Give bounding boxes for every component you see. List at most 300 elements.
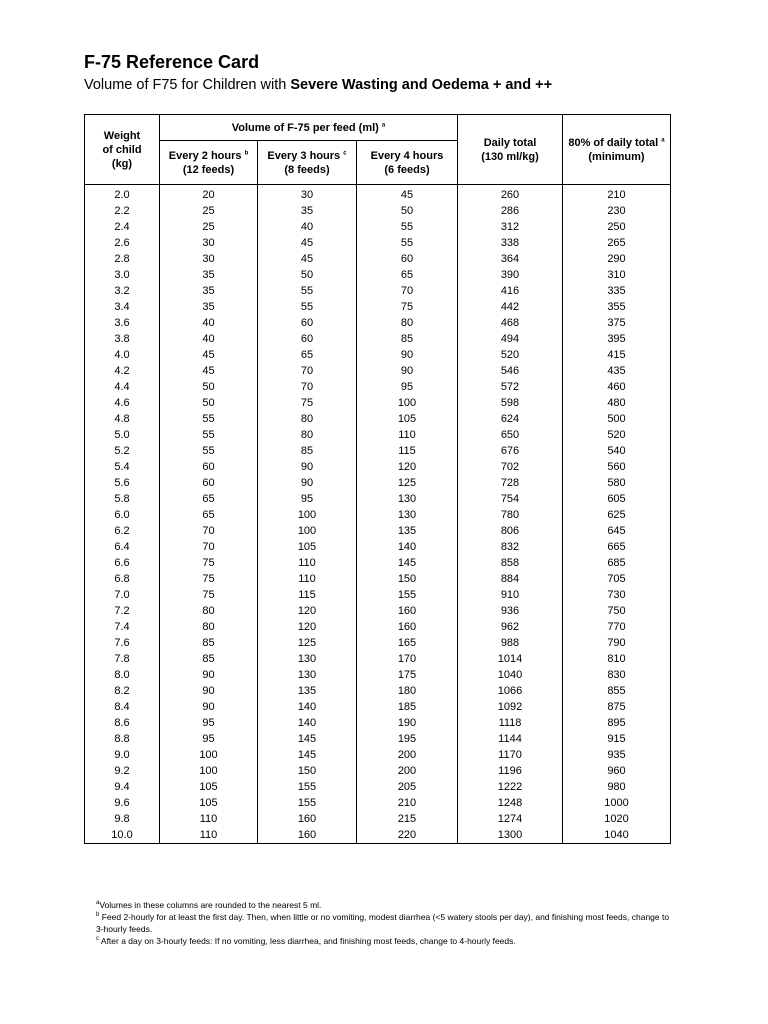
weight-cell: 7.0: [85, 587, 160, 603]
daily-total-cell: 286: [458, 203, 563, 219]
80-percent-cell: 980: [563, 779, 671, 795]
80-percent-cell: 520: [563, 427, 671, 443]
every-3-hours-cell: 155: [258, 779, 357, 795]
table-row: [85, 491, 671, 507]
weight-cell: 3.2: [85, 283, 160, 299]
weight-cell: 2.4: [85, 219, 160, 235]
80-percent-cell: 480: [563, 395, 671, 411]
every-4-hours-cell: 220: [357, 827, 458, 844]
page-subtitle: [84, 77, 552, 93]
table-row: [85, 251, 671, 267]
80-percent-cell: 770: [563, 619, 671, 635]
daily-total-cell: 650: [458, 427, 563, 443]
every-3-hours-cell: 65: [258, 347, 357, 363]
every-2-hours-cell: 50: [160, 379, 258, 395]
every-4-hours-cell: 190: [357, 715, 458, 731]
every-3-hours-cell: 145: [258, 731, 357, 747]
every-4-hours-cell: 215: [357, 811, 458, 827]
every-2-hours-cell: 110: [160, 811, 258, 827]
header-every-2-hours: Every 2 hours $^b$ (12 feeds): [160, 141, 258, 185]
every-4-hours-cell: 120: [357, 459, 458, 475]
weight-cell: 4.8: [85, 411, 160, 427]
80-percent-cell: 685: [563, 555, 671, 571]
every-3-hours-cell: 75: [258, 395, 357, 411]
table-row: [85, 459, 671, 475]
every-2-hours-cell: 30: [160, 251, 258, 267]
80-percent-cell: 415: [563, 347, 671, 363]
80-percent-cell: 750: [563, 603, 671, 619]
every-2-hours-cell: 25: [160, 219, 258, 235]
every-2-hours-cell: 35: [160, 267, 258, 283]
80-percent-cell: 265: [563, 235, 671, 251]
table-row: [85, 731, 671, 747]
every-4-hours-cell: 60: [357, 251, 458, 267]
table-row: [85, 811, 671, 827]
weight-cell: 8.0: [85, 667, 160, 683]
f75-volume-table: [84, 114, 671, 844]
weight-cell: 9.6: [85, 795, 160, 811]
every-3-hours-cell: 110: [258, 571, 357, 587]
every-4-hours-cell: 75: [357, 299, 458, 315]
every-3-hours-cell: 35: [258, 203, 357, 219]
daily-total-cell: 754: [458, 491, 563, 507]
every-2-hours-cell: 85: [160, 651, 258, 667]
every-2-hours-cell: 70: [160, 523, 258, 539]
weight-cell: 2.6: [85, 235, 160, 251]
every-4-hours-cell: 175: [357, 667, 458, 683]
every-2-hours-cell: 90: [160, 683, 258, 699]
every-2-hours-cell: 80: [160, 619, 258, 635]
table-row: [85, 667, 671, 683]
every-4-hours-cell: 165: [357, 635, 458, 651]
daily-total-cell: 546: [458, 363, 563, 379]
every-2-hours-cell: 30: [160, 235, 258, 251]
subtitle-emphasis: Severe Wasting and Oedema + and ++: [290, 77, 553, 93]
every-3-hours-cell: 160: [258, 811, 357, 827]
daily-total-cell: 832: [458, 539, 563, 555]
table-body: [85, 185, 671, 844]
every-2-hours-cell: 50: [160, 395, 258, 411]
weight-cell: 4.6: [85, 395, 160, 411]
daily-total-cell: 1144: [458, 731, 563, 747]
every-4-hours-cell: 150: [357, 571, 458, 587]
80-percent-cell: 580: [563, 475, 671, 491]
table-row: [85, 379, 671, 395]
every-3-hours-cell: 90: [258, 475, 357, 491]
weight-cell: 2.8: [85, 251, 160, 267]
daily-total-cell: 312: [458, 219, 563, 235]
every-3-hours-cell: 50: [258, 267, 357, 283]
every-4-hours-cell: 130: [357, 507, 458, 523]
80-percent-cell: 935: [563, 747, 671, 763]
table-row: [85, 651, 671, 667]
table-row: [85, 779, 671, 795]
weight-cell: 7.4: [85, 619, 160, 635]
table-row: [85, 747, 671, 763]
80-percent-cell: 830: [563, 667, 671, 683]
footnote-a: $^a$Volumes in these columns are rounded to the nearest 5 ml.: [96, 900, 322, 910]
80-percent-cell: 310: [563, 267, 671, 283]
weight-cell: 8.8: [85, 731, 160, 747]
table-row: [85, 683, 671, 699]
every-3-hours-cell: 140: [258, 699, 357, 715]
every-2-hours-cell: 35: [160, 283, 258, 299]
80-percent-cell: 1020: [563, 811, 671, 827]
80-percent-cell: 250: [563, 219, 671, 235]
weight-cell: 9.2: [85, 763, 160, 779]
every-3-hours-cell: 140: [258, 715, 357, 731]
table-row: [85, 507, 671, 523]
every-2-hours-cell: 90: [160, 699, 258, 715]
every-3-hours-cell: 80: [258, 427, 357, 443]
daily-total-cell: 1274: [458, 811, 563, 827]
daily-total-cell: 598: [458, 395, 563, 411]
table-row: [85, 699, 671, 715]
daily-total-cell: 910: [458, 587, 563, 603]
every-3-hours-cell: 70: [258, 379, 357, 395]
table-row: [85, 267, 671, 283]
daily-total-cell: 442: [458, 299, 563, 315]
weight-cell: 5.4: [85, 459, 160, 475]
every-2-hours-cell: 40: [160, 315, 258, 331]
daily-total-cell: 1066: [458, 683, 563, 699]
daily-total-cell: 676: [458, 443, 563, 459]
weight-cell: 7.6: [85, 635, 160, 651]
table-row: [85, 763, 671, 779]
daily-total-cell: 468: [458, 315, 563, 331]
every-3-hours-cell: 70: [258, 363, 357, 379]
every-3-hours-cell: 30: [258, 185, 357, 204]
every-2-hours-cell: 90: [160, 667, 258, 683]
80-percent-cell: 960: [563, 763, 671, 779]
every-4-hours-cell: 185: [357, 699, 458, 715]
every-3-hours-cell: 120: [258, 603, 357, 619]
daily-total-cell: 1222: [458, 779, 563, 795]
every-4-hours-cell: 200: [357, 747, 458, 763]
table-row: [85, 363, 671, 379]
every-3-hours-cell: 130: [258, 667, 357, 683]
every-3-hours-cell: 85: [258, 443, 357, 459]
every-4-hours-cell: 125: [357, 475, 458, 491]
every-4-hours-cell: 195: [357, 731, 458, 747]
every-3-hours-cell: 100: [258, 507, 357, 523]
every-3-hours-cell: 45: [258, 235, 357, 251]
weight-cell: 10.0: [85, 827, 160, 844]
table-row: [85, 635, 671, 651]
table-row: [85, 619, 671, 635]
every-2-hours-cell: 55: [160, 443, 258, 459]
every-4-hours-cell: 140: [357, 539, 458, 555]
table-row: [85, 475, 671, 491]
every-2-hours-cell: 35: [160, 299, 258, 315]
every-2-hours-cell: 40: [160, 331, 258, 347]
weight-cell: 2.2: [85, 203, 160, 219]
daily-total-cell: 858: [458, 555, 563, 571]
80-percent-cell: 705: [563, 571, 671, 587]
every-3-hours-cell: 45: [258, 251, 357, 267]
80-percent-cell: 790: [563, 635, 671, 651]
weight-cell: 2.0: [85, 185, 160, 204]
table-row: [85, 219, 671, 235]
80-percent-cell: 1040: [563, 827, 671, 844]
table-row: [85, 587, 671, 603]
every-2-hours-cell: 75: [160, 571, 258, 587]
weight-cell: 3.8: [85, 331, 160, 347]
every-3-hours-cell: 155: [258, 795, 357, 811]
subtitle-prefix: Volume of F75 for Children with: [84, 77, 291, 93]
every-4-hours-cell: 210: [357, 795, 458, 811]
table-row: [85, 827, 671, 844]
weight-cell: 5.0: [85, 427, 160, 443]
every-4-hours-cell: 70: [357, 283, 458, 299]
daily-total-cell: 624: [458, 411, 563, 427]
weight-cell: 4.4: [85, 379, 160, 395]
80-percent-cell: 915: [563, 731, 671, 747]
table-row: [85, 315, 671, 331]
daily-total-cell: 1040: [458, 667, 563, 683]
weight-cell: 3.4: [85, 299, 160, 315]
every-2-hours-cell: 105: [160, 795, 258, 811]
daily-total-cell: 988: [458, 635, 563, 651]
80-percent-cell: 605: [563, 491, 671, 507]
daily-total-cell: 962: [458, 619, 563, 635]
every-2-hours-cell: 110: [160, 827, 258, 844]
every-2-hours-cell: 65: [160, 507, 258, 523]
table-row: [85, 185, 671, 204]
page-title: F-75 Reference Card: [84, 52, 260, 72]
80-percent-cell: 665: [563, 539, 671, 555]
header-80-percent: 80% of daily total $^a$ (minimum): [563, 115, 671, 185]
every-2-hours-cell: 20: [160, 185, 258, 204]
table-row: [85, 427, 671, 443]
table-row: [85, 235, 671, 251]
footnotes: [96, 899, 676, 947]
every-3-hours-cell: 135: [258, 683, 357, 699]
every-2-hours-cell: 65: [160, 491, 258, 507]
every-3-hours-cell: 90: [258, 459, 357, 475]
80-percent-cell: 210: [563, 185, 671, 204]
80-percent-cell: 560: [563, 459, 671, 475]
80-percent-cell: 355: [563, 299, 671, 315]
header-weight: Weight of child (kg): [85, 115, 160, 185]
daily-total-cell: 1092: [458, 699, 563, 715]
daily-total-cell: 1170: [458, 747, 563, 763]
daily-total-cell: 364: [458, 251, 563, 267]
80-percent-cell: 810: [563, 651, 671, 667]
table-row: [85, 795, 671, 811]
every-2-hours-cell: 75: [160, 587, 258, 603]
every-4-hours-cell: 135: [357, 523, 458, 539]
every-3-hours-cell: 60: [258, 331, 357, 347]
weight-cell: 8.2: [85, 683, 160, 699]
every-2-hours-cell: 45: [160, 347, 258, 363]
weight-cell: 7.8: [85, 651, 160, 667]
80-percent-cell: 435: [563, 363, 671, 379]
every-4-hours-cell: 180: [357, 683, 458, 699]
every-3-hours-cell: 150: [258, 763, 357, 779]
every-4-hours-cell: 50: [357, 203, 458, 219]
daily-total-cell: 416: [458, 283, 563, 299]
every-3-hours-cell: 55: [258, 299, 357, 315]
every-3-hours-cell: 130: [258, 651, 357, 667]
table-row: [85, 283, 671, 299]
daily-total-cell: 338: [458, 235, 563, 251]
weight-cell: 9.4: [85, 779, 160, 795]
every-2-hours-cell: 100: [160, 763, 258, 779]
every-3-hours-cell: 60: [258, 315, 357, 331]
weight-cell: 8.6: [85, 715, 160, 731]
every-3-hours-cell: 40: [258, 219, 357, 235]
daily-total-cell: 702: [458, 459, 563, 475]
every-3-hours-cell: 110: [258, 555, 357, 571]
every-4-hours-cell: 45: [357, 185, 458, 204]
weight-cell: 5.6: [85, 475, 160, 491]
daily-total-cell: 390: [458, 267, 563, 283]
header-every-4-hours: Every 4 hours (6 feeds): [357, 141, 458, 185]
every-2-hours-cell: 100: [160, 747, 258, 763]
every-4-hours-cell: 55: [357, 235, 458, 251]
every-4-hours-cell: 85: [357, 331, 458, 347]
80-percent-cell: 540: [563, 443, 671, 459]
every-3-hours-cell: 105: [258, 539, 357, 555]
table-row: [85, 299, 671, 315]
every-4-hours-cell: 65: [357, 267, 458, 283]
every-4-hours-cell: 80: [357, 315, 458, 331]
every-4-hours-cell: 130: [357, 491, 458, 507]
80-percent-cell: 730: [563, 587, 671, 603]
weight-cell: 6.2: [85, 523, 160, 539]
80-percent-cell: 1000: [563, 795, 671, 811]
every-3-hours-cell: 80: [258, 411, 357, 427]
80-percent-cell: 875: [563, 699, 671, 715]
every-3-hours-cell: 115: [258, 587, 357, 603]
weight-cell: 5.8: [85, 491, 160, 507]
80-percent-cell: 375: [563, 315, 671, 331]
every-4-hours-cell: 110: [357, 427, 458, 443]
every-3-hours-cell: 55: [258, 283, 357, 299]
every-2-hours-cell: 105: [160, 779, 258, 795]
daily-total-cell: 936: [458, 603, 563, 619]
every-2-hours-cell: 55: [160, 411, 258, 427]
table-row: [85, 203, 671, 219]
every-3-hours-cell: 100: [258, 523, 357, 539]
daily-total-cell: 728: [458, 475, 563, 491]
daily-total-cell: 1248: [458, 795, 563, 811]
every-2-hours-cell: 80: [160, 603, 258, 619]
weight-cell: 6.8: [85, 571, 160, 587]
every-3-hours-cell: 125: [258, 635, 357, 651]
every-2-hours-cell: 70: [160, 539, 258, 555]
weight-cell: 6.6: [85, 555, 160, 571]
weight-cell: 7.2: [85, 603, 160, 619]
every-4-hours-cell: 95: [357, 379, 458, 395]
every-4-hours-cell: 160: [357, 619, 458, 635]
table-row: [85, 539, 671, 555]
daily-total-cell: 1014: [458, 651, 563, 667]
daily-total-cell: 1196: [458, 763, 563, 779]
80-percent-cell: 625: [563, 507, 671, 523]
every-2-hours-cell: 45: [160, 363, 258, 379]
80-percent-cell: 895: [563, 715, 671, 731]
weight-cell: 8.4: [85, 699, 160, 715]
every-4-hours-cell: 170: [357, 651, 458, 667]
every-2-hours-cell: 55: [160, 427, 258, 443]
daily-total-cell: 1118: [458, 715, 563, 731]
every-2-hours-cell: 95: [160, 715, 258, 731]
table-row: [85, 443, 671, 459]
every-4-hours-cell: 155: [357, 587, 458, 603]
daily-total-cell: 780: [458, 507, 563, 523]
table-row: [85, 571, 671, 587]
table-row: [85, 395, 671, 411]
80-percent-cell: 335: [563, 283, 671, 299]
table-row: [85, 555, 671, 571]
every-3-hours-cell: 145: [258, 747, 357, 763]
daily-total-cell: 806: [458, 523, 563, 539]
daily-total-cell: 260: [458, 185, 563, 204]
weight-cell: 5.2: [85, 443, 160, 459]
every-3-hours-cell: 95: [258, 491, 357, 507]
table-row: [85, 411, 671, 427]
daily-total-cell: 884: [458, 571, 563, 587]
daily-total-cell: 520: [458, 347, 563, 363]
every-4-hours-cell: 90: [357, 363, 458, 379]
header-every-3-hours: Every 3 hours $^c$ (8 feeds): [258, 141, 357, 185]
every-4-hours-cell: 205: [357, 779, 458, 795]
table-row: [85, 331, 671, 347]
daily-total-cell: 572: [458, 379, 563, 395]
every-2-hours-cell: 75: [160, 555, 258, 571]
80-percent-cell: 460: [563, 379, 671, 395]
every-2-hours-cell: 85: [160, 635, 258, 651]
weight-cell: 6.4: [85, 539, 160, 555]
every-4-hours-cell: 160: [357, 603, 458, 619]
weight-cell: 9.8: [85, 811, 160, 827]
table-row: [85, 347, 671, 363]
every-4-hours-cell: 200: [357, 763, 458, 779]
every-4-hours-cell: 105: [357, 411, 458, 427]
every-4-hours-cell: 115: [357, 443, 458, 459]
table-row: [85, 523, 671, 539]
every-3-hours-cell: 120: [258, 619, 357, 635]
80-percent-cell: 230: [563, 203, 671, 219]
every-4-hours-cell: 90: [357, 347, 458, 363]
table-row: [85, 603, 671, 619]
weight-cell: 3.0: [85, 267, 160, 283]
weight-cell: 4.0: [85, 347, 160, 363]
80-percent-cell: 855: [563, 683, 671, 699]
80-percent-cell: 645: [563, 523, 671, 539]
daily-total-cell: 1300: [458, 827, 563, 844]
every-2-hours-cell: 60: [160, 475, 258, 491]
every-3-hours-cell: 160: [258, 827, 357, 844]
daily-total-cell: 494: [458, 331, 563, 347]
every-2-hours-cell: 25: [160, 203, 258, 219]
80-percent-cell: 395: [563, 331, 671, 347]
table-row: [85, 715, 671, 731]
80-percent-cell: 500: [563, 411, 671, 427]
weight-cell: 4.2: [85, 363, 160, 379]
every-2-hours-cell: 60: [160, 459, 258, 475]
every-2-hours-cell: 95: [160, 731, 258, 747]
80-percent-cell: 290: [563, 251, 671, 267]
weight-cell: 9.0: [85, 747, 160, 763]
footnote-b: $^b$ Feed 2-hourly for at least the first day. Then, when little or no vomiting, modest diarrhea (<5 watery stools per day), and finishing most feeds, change to 3-hourly feeds.: [96, 912, 670, 934]
header-daily-total: Daily total (130 ml/kg): [458, 115, 563, 185]
every-4-hours-cell: 100: [357, 395, 458, 411]
footnote-c: $^c$ After a day on 3-hourly feeds: If no vomiting, less diarrhea, and finishing most feeds, change to 4-hourly feeds.: [96, 936, 516, 946]
weight-cell: 6.0: [85, 507, 160, 523]
